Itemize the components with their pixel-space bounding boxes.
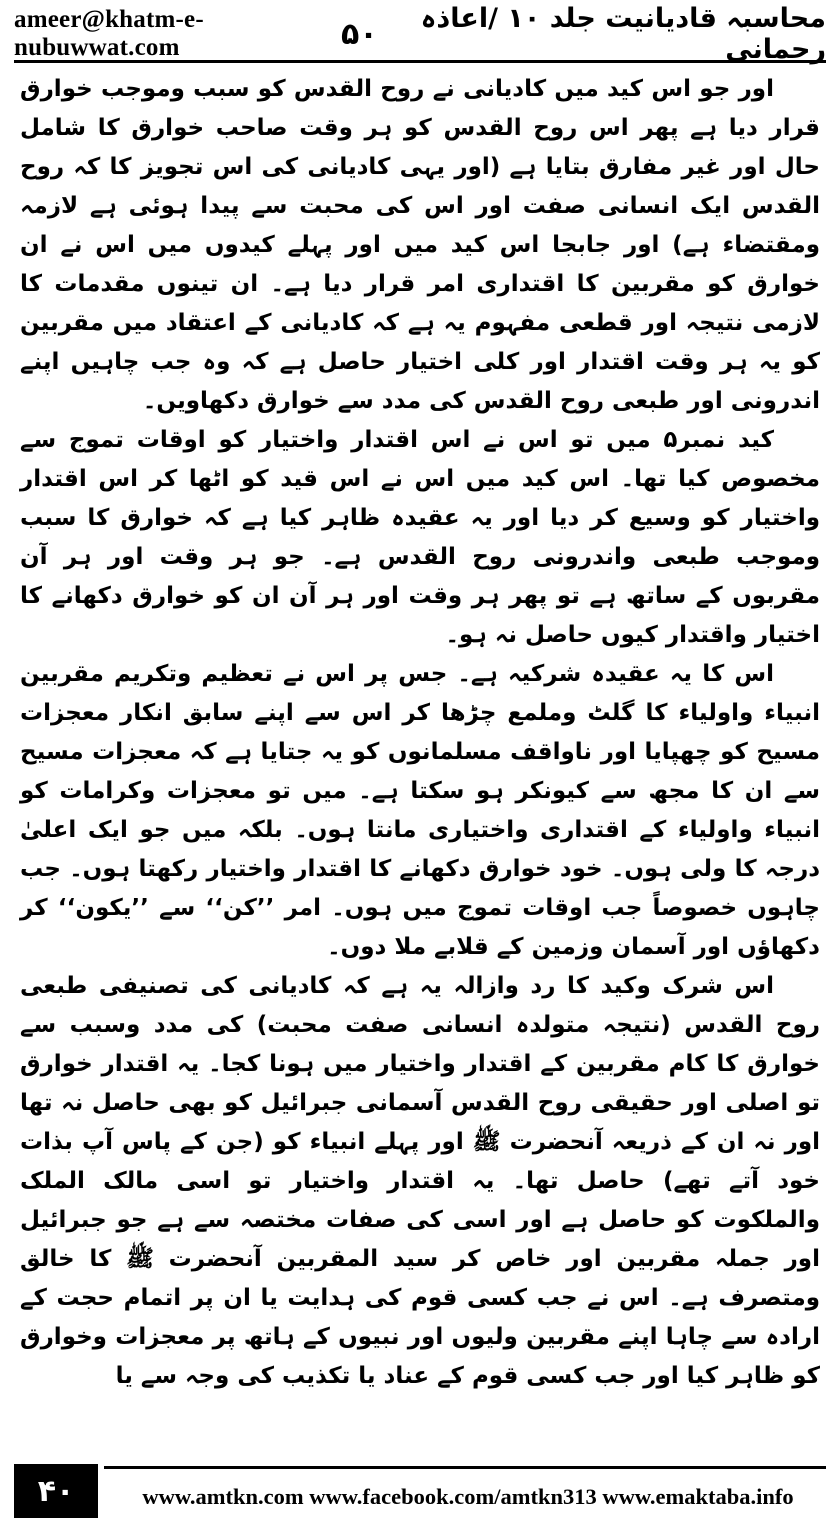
page-header: [14, 3, 826, 65]
page-footer: [0, 1458, 840, 1540]
paragraph-2: کید نمبر۵ میں تو اس نے اس اقتدار واختیار کو اوقات تموج سے مخصوص کیا تھا۔ اس کید میں اس نے اس قید کو اٹھا کر اس اقتدار واختیار کو وسیع کر دیا اور یہ عقیدہ ظاہر کیا ہے کہ خوارق کا سبب وموجب طبعی واندرونی روح القدس ہے۔ جو ہر وقت اور ہر آن مقربوں کے ساتھ ہے تو پھر ہر وقت اور ہر آن ان کو خوارق دکھانے کا اختیار واقتدار کیوں حاصل نہ ہو۔: [20, 427, 820, 648]
body-text: [20, 70, 820, 1444]
header-left-group: [14, 6, 378, 62]
footer-links: www.amtkn.com www.facebook.com/amtkn313 www.emaktaba.info: [142, 1484, 794, 1509]
paragraph-3: اس کا یہ عقیدہ شرکیہ ہے۔ جس پر اس نے تعظیم وتکریم مقربین انبیاء واولیاء کا گلٹ وملمع چڑھا کر اس سے اپنے سابق انکار معجزات مسیح کو چھپایا اور ناواقف مسلمانوں کو یہ جتایا ہے کہ معجزات مسیح سے ان کا مجھ سے کیونکر ہو سکتا ہے۔ میں تو معجزات وکرامات کو انبیاء واولیاء کے اقتداری واختیاری مانتا ہوں۔ بلکہ میں جو ایک اعلیٰ درجہ کا ولی ہوں۔ خود خوارق دکھانے کا اقتدار واختیار رکھتا ہوں۔ جب چاہوں خصوصاً جب اوقات تموج میں ہوں۔ امر ’’کن‘‘ سے ’’یکون‘‘ کر دکھاؤں اور آسمان وزمین کے قلابے ملا دوں۔: [20, 661, 820, 960]
header-page-number: ۵۰: [341, 16, 378, 52]
header-email: ameer@khatm-e-nubuwwat.com: [14, 6, 204, 61]
paragraph-1: اور جو اس کید میں کادیانی نے روح القدس کو سبب وموجب خوارق قرار دیا ہے پھر اس روح القدس کو ہر وقت صاحب خوارق کا شامل حال اور غیر مفارق بتایا ہے (اور یہی کادیانی کی اس تجویز کا کہ روح القدس ایک انسانی صفت اور اس کی محبت سے پیدا ہوئی ہے لازمہ ومقتضاء ہے) اور جابجا اس کید میں اور پہلے کیدوں میں اس نے ان خوارق کو مقربین کا اقتداری امر قرار دیا ہے۔ ان تینوں مقدمات کا لازمی نتیجہ اور قطعی مفہوم یہ ہے کہ کادیانی کے اعتقاد میں مقربین کو یہ ہر وقت اقتدار اور کلی اختیار حاصل ہے کہ وہ جب چاہیں اپنے اندرونی اور طبعی روح القدس کی مدد سے خوارق دکھاویں۔: [20, 76, 820, 414]
paragraph-4: اس شرک وکید کا رد وازالہ یہ ہے کہ کادیانی کی تصنیفی طبعی روح القدس (نتیجہ متولدہ انسانی صفت محبت) کی مدد وسبب سے خوارق کا کام مقربین کے اقتدار واختیار میں ہونا کجا۔ یہ اقتدار خوارق تو اصلی اور حقیقی روح القدس آسمانی جبرائیل کو بھی حاصل نہ تھا اور نہ ان کے ذریعہ آنحضرت ﷺ اور پہلے انبیاء کو (جن کے پاس آپ بذات خود آتے تھے) حاصل تھا۔ یہ اقتدار واختیار تو اسی مالک الملک والملکوت کو حاصل ہے اور اسی کی صفات مختصہ سے ہے جو جبرائیل اور جملہ مقربین اور خاص کر سید المقربین آنحضرت ﷺ کا خالق ومتصرف ہے۔ اس نے جب کسی قوم کی ہدایت یا ان پر اتمام حجت کے ارادہ سے چاہا اپنے مقربین ولیوں اور نبیوں کے ہاتھ پر معجزات وخوارق کو ظاہر کیا اور جب کسی قوم کے عناد یا تکذیب کی وجہ سے یا: [20, 973, 820, 1389]
footer-page-number: ۴۰: [14, 1464, 98, 1518]
footer-rule: [104, 1466, 826, 1469]
header-book-title: محاسبہ قادیانیت جلد ۱۰ /اعاذہ رحمانی: [420, 3, 826, 65]
